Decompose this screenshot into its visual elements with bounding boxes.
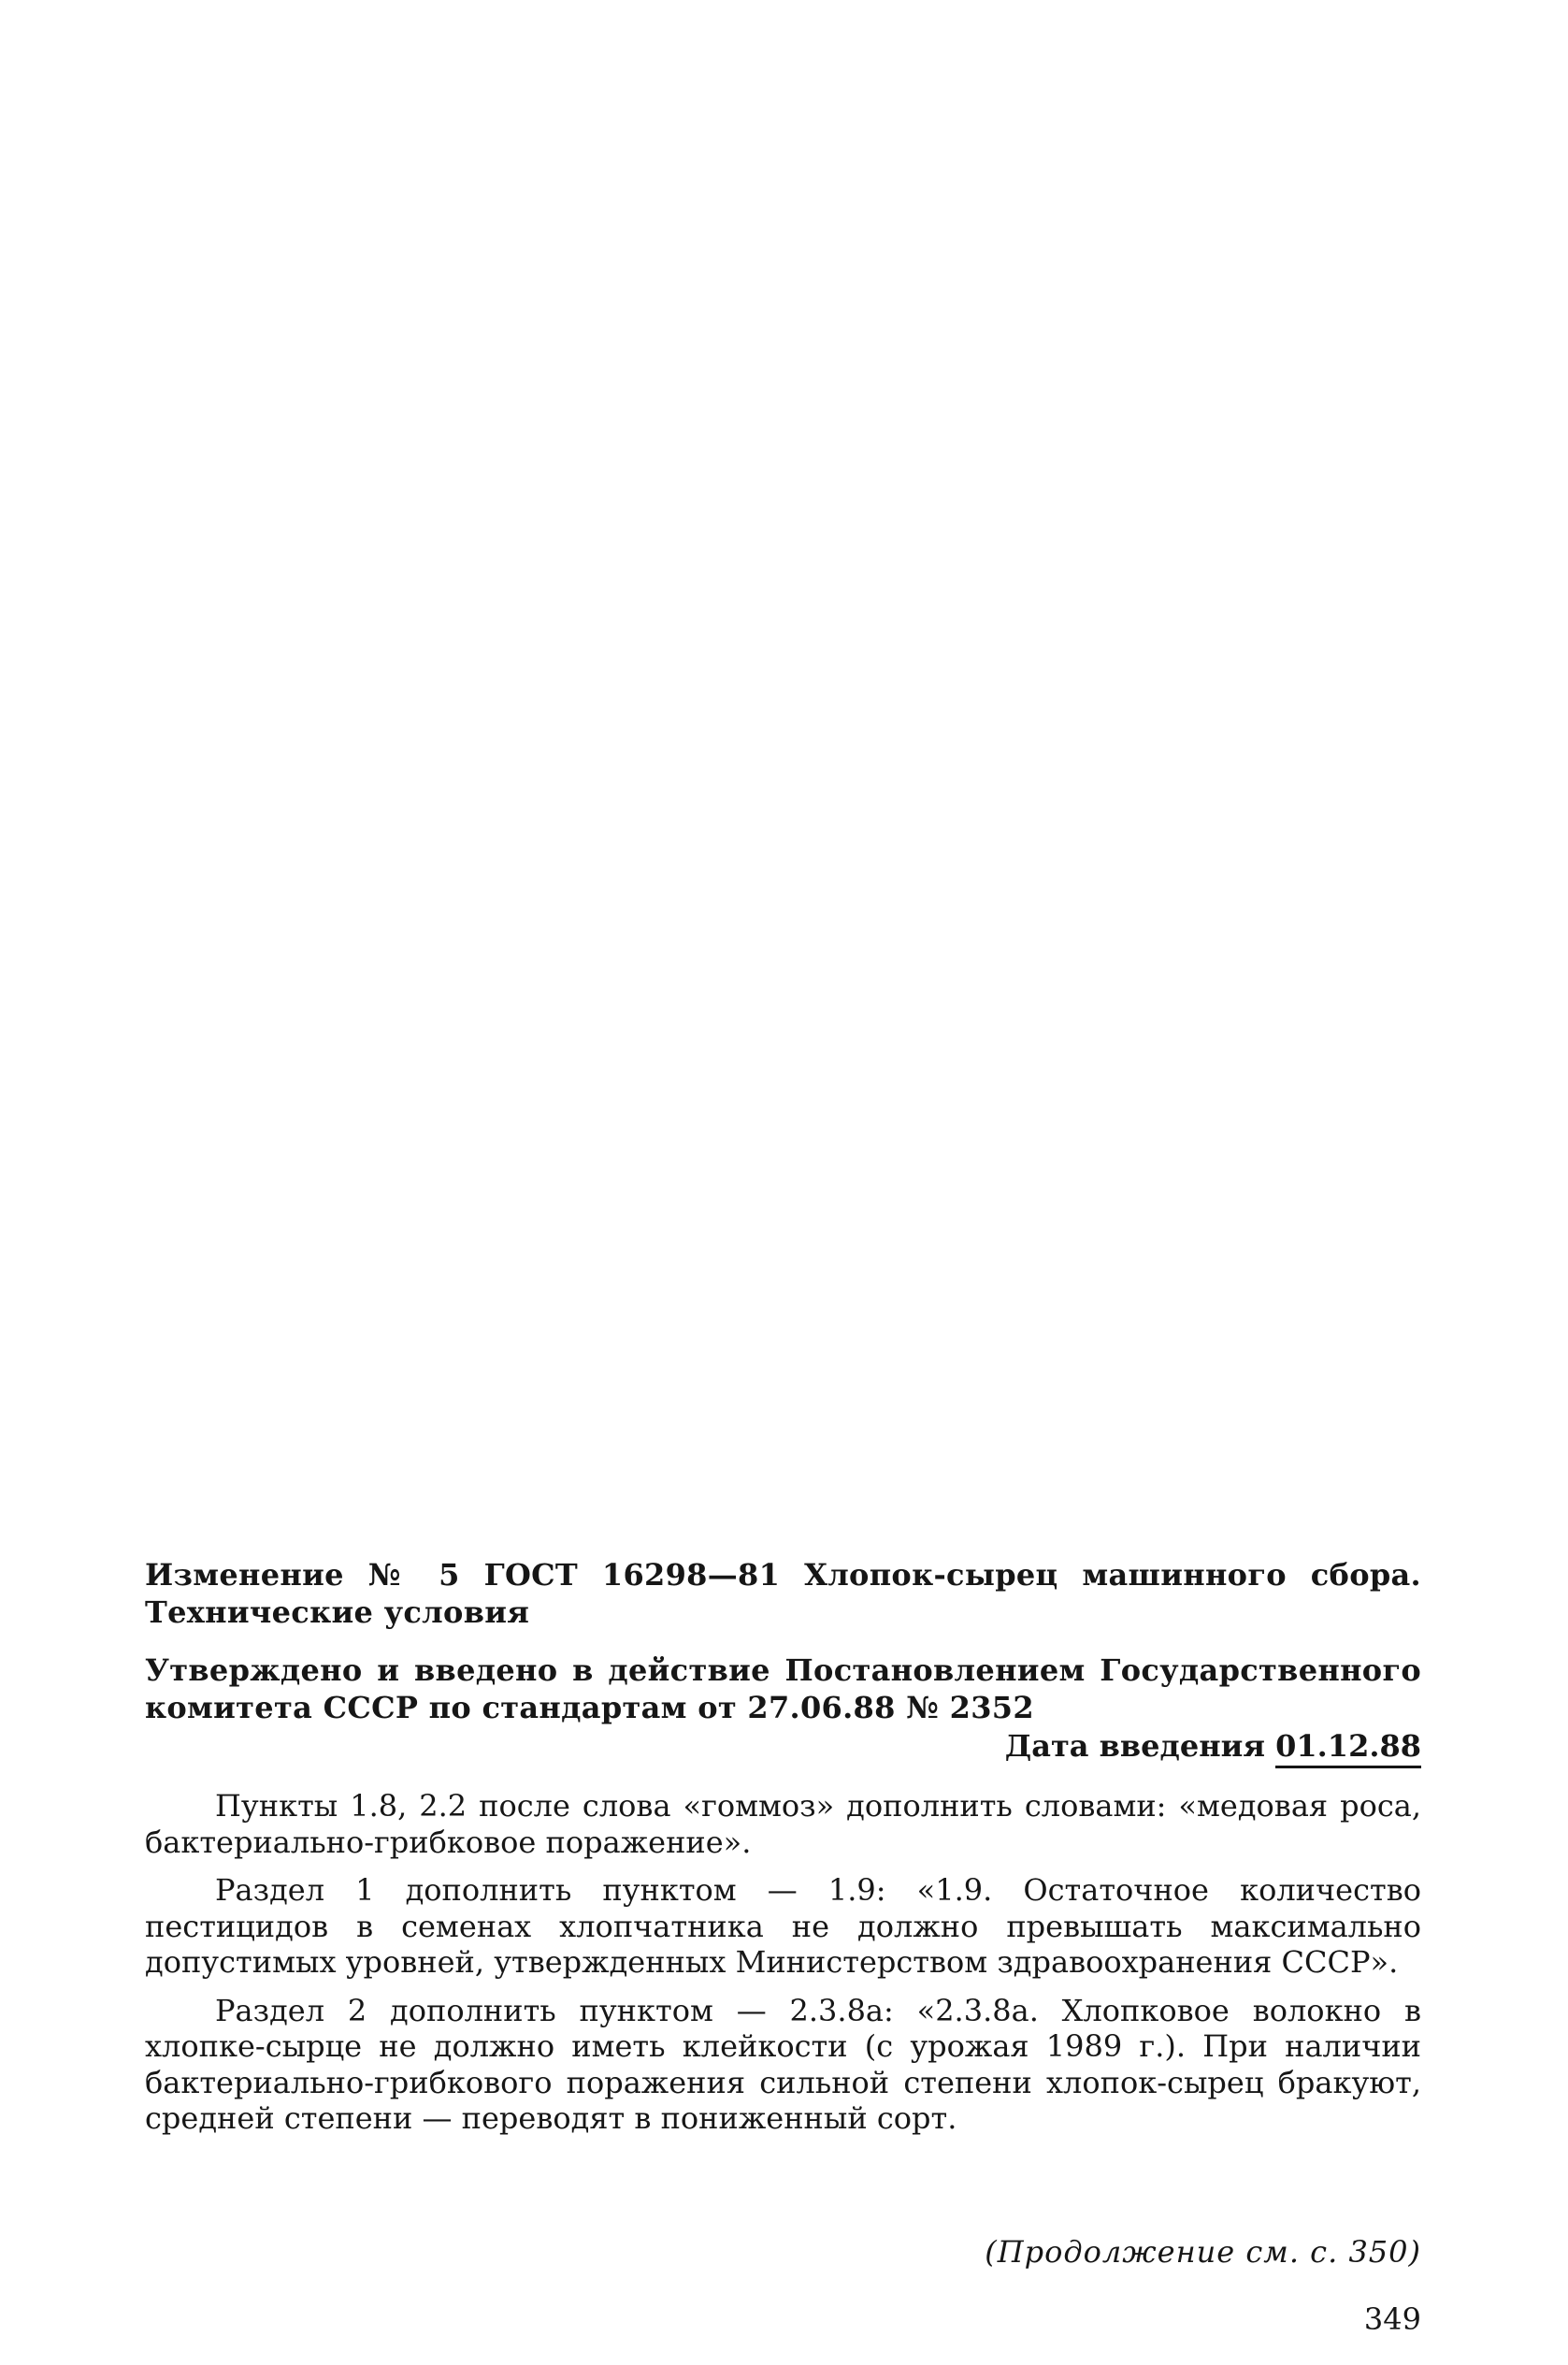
introduction-date-value: 01.12.88 xyxy=(1275,1728,1421,1768)
continuation-note: (Продолжение см. с. 350) xyxy=(985,2234,1421,2270)
amendment-body xyxy=(145,1788,1421,2149)
approval-note: Утверждено и введено в действие Постановлением Государственного комитета СССР по стандартам от 27.06.88 № 2352 xyxy=(145,1652,1421,1725)
paragraph-section-2: Раздел 2 дополнить пунктом — 2.3.8а: «2.3.8а. Хлопковое волокно в хлопке-сырце не должно иметь клейкости (с урожая 1989 г.). При наличии бактериально-грибкового поражения сильной степени хлопок-сырец бракуют, средней степени — переводят в пониженный сорт. xyxy=(145,1992,1421,2136)
paragraph-items-1-8-2-2: Пункты 1.8, 2.2 после слова «гоммоз» дополнить словами: «медовая роса, бактериально-грибковое поражение». xyxy=(145,1788,1421,1860)
introduction-date-label: Дата введения xyxy=(1004,1728,1265,1764)
change-title: Изменение № 5 ГОСТ 16298—81 Хлопок-сырец машинного сбора. Технические условия xyxy=(145,1557,1421,1630)
introduction-date xyxy=(1005,1727,1421,1765)
paragraph-section-1: Раздел 1 дополнить пунктом — 1.9: «1.9. Остаточное количество пестицидов в семенах хлопчатника не должно превышать максимально допустимых уровней, утвержденных Министерством здравоохранения СССР». xyxy=(145,1872,1421,1980)
page-number: 349 xyxy=(1363,2301,1421,2337)
